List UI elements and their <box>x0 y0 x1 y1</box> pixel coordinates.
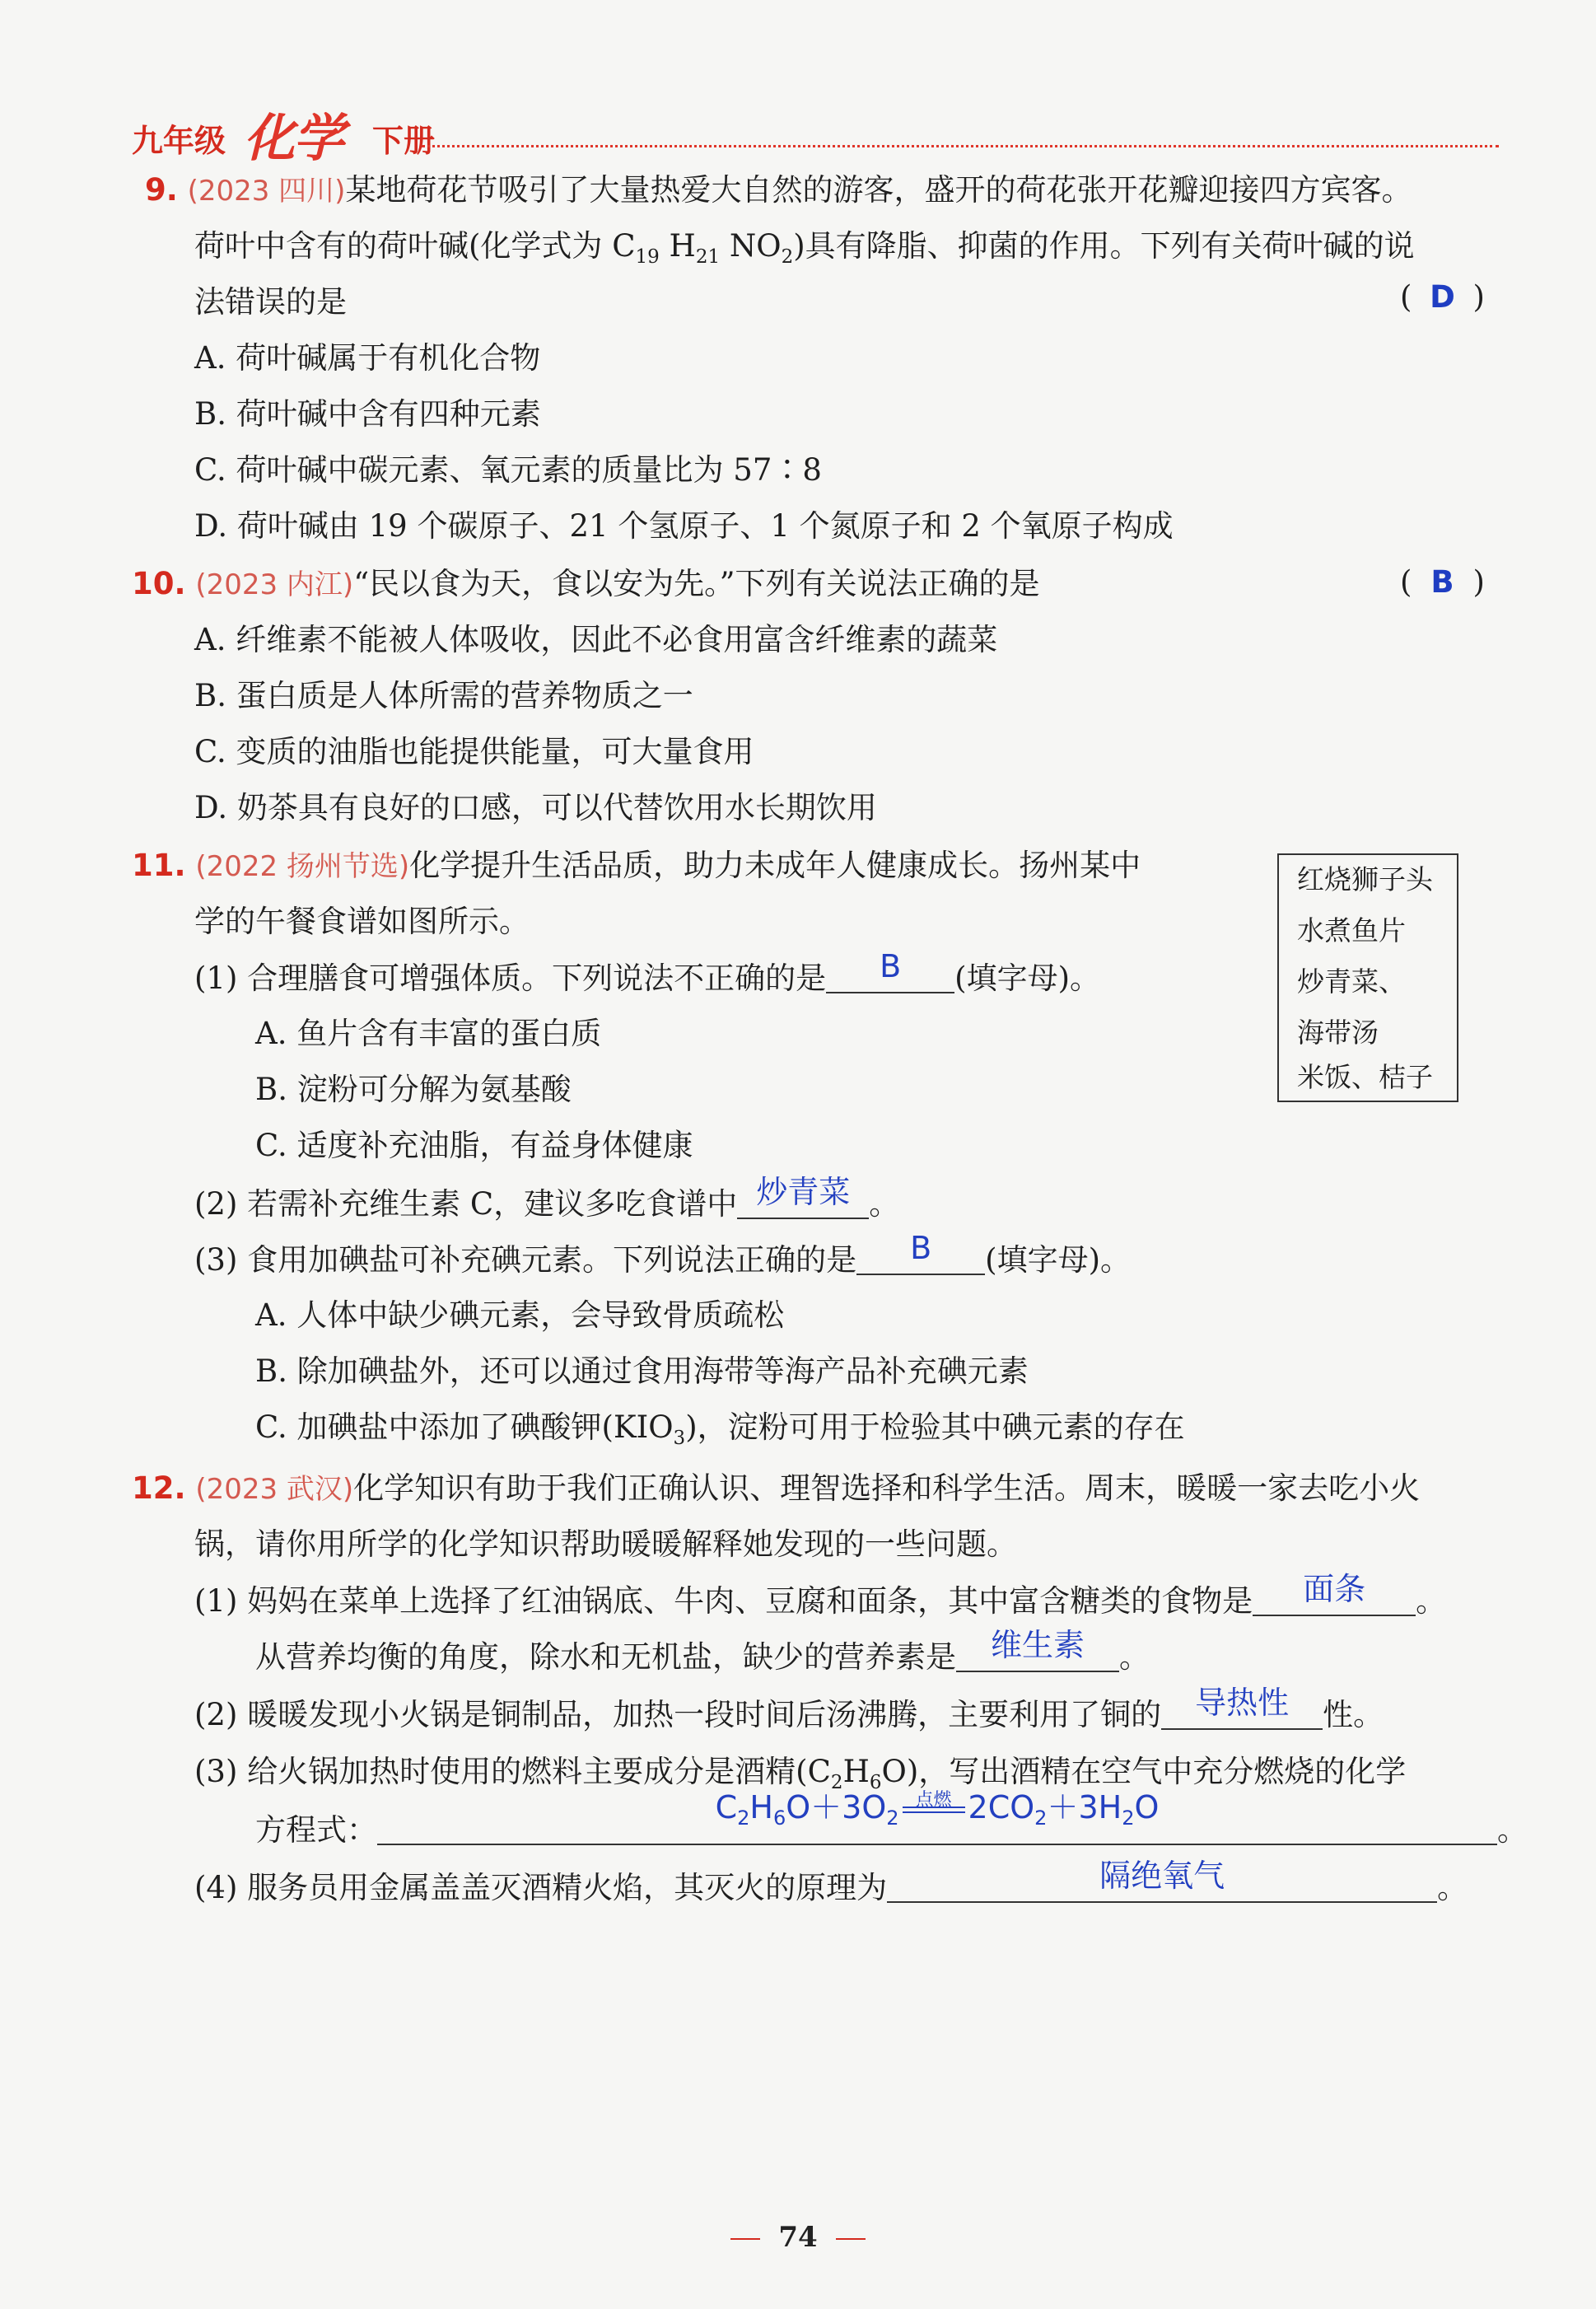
page-number: 74 <box>778 2221 818 2254</box>
q9-option-b: B. 荷叶碱中含有四种元素 <box>194 396 541 432</box>
q11-p3-c-text2: )，淀粉可用于检验其中碘元素的存在 <box>685 1409 1185 1445</box>
q12-stem-1: 化学知识有助于我们正确认识、理智选择和科学生活。周末，暖暖一家去吃小火 <box>353 1470 1421 1506</box>
q12-p4-blank <box>887 1858 1437 1903</box>
q12-number: 12. <box>132 1470 186 1506</box>
eq-sub: 2 <box>737 1807 750 1830</box>
q12-p1b-suffix: 。 <box>1119 1639 1150 1675</box>
q11-line2: 学的午餐食谱如图所示。 <box>194 904 530 939</box>
q9-line1 <box>145 170 1412 212</box>
q10-option-b: B. 蛋白质是人体所需的营养物质之一 <box>194 678 693 713</box>
q10-source: (2023 内江) <box>195 568 354 601</box>
q10-line1 <box>132 563 1040 605</box>
q12-p1b-blank <box>956 1627 1119 1672</box>
equals-bar <box>903 1807 965 1808</box>
q12-p3-label: 方程式： <box>255 1812 377 1848</box>
q9-stem-2a: 荷叶中含有的荷叶碱(化学式为 C <box>194 228 636 264</box>
footer-dash <box>836 2238 866 2240</box>
q11-stem-1: 化学提升生活品质，助力未成年人健康成长。扬州某中 <box>409 848 1141 883</box>
q12-p1b-text: 从营养均衡的角度，除水和无机盐，缺少的营养素是 <box>255 1639 956 1675</box>
q9-sub-c: 19 <box>635 246 660 268</box>
q9-option-a: A. 荷叶碱属于有机化合物 <box>194 340 541 376</box>
q9-option-d: D. 荷叶碱由 19 个碳原子、21 个氢原子、1 个氮原子和 2 个氧原子构成 <box>194 508 1174 544</box>
q10-option-d: D. 奶茶具有良好的口感，可以代替饮用水长期饮用 <box>194 790 877 825</box>
eq-sub: 2 <box>1034 1807 1048 1830</box>
eq-term: O <box>1134 1789 1160 1825</box>
q9-stem-1: 某地荷花节吸引了大量热爱大自然的游客，盛开的荷花张开花瓣迎接四方宾客。 <box>345 172 1412 208</box>
q9-number: 9. <box>145 172 178 208</box>
q12-p3-text-c: O)，写出酒精在空气中充分燃烧的化学 <box>881 1754 1407 1789</box>
eq-term: 2CO <box>968 1789 1035 1825</box>
q11-source: (2022 扬州节选) <box>195 850 410 883</box>
q9-stem-2c: NO <box>720 228 782 264</box>
q11-p2-answer: 炒青菜 <box>756 1174 851 1210</box>
q12-p1a-blank <box>1253 1571 1416 1616</box>
q11-p2-text: (2) 若需补充维生素 C，建议多吃食谱中 <box>194 1186 738 1222</box>
q12-p2-suffix: 性。 <box>1323 1697 1384 1732</box>
q11-line1 <box>132 845 1141 887</box>
q11-number: 11. <box>132 848 186 883</box>
q12-part1b <box>255 1627 1150 1678</box>
q11-p1-blank <box>826 948 954 993</box>
q11-p3-option-a: A. 人体中缺少碘元素，会导致骨质疏松 <box>255 1297 785 1333</box>
equals-bar <box>903 1811 965 1813</box>
eq-sub: 2 <box>886 1807 899 1830</box>
q11-p2-blank <box>737 1174 869 1219</box>
menu-item: 海带汤 <box>1297 1017 1379 1049</box>
q12-p3-suffix: 。 <box>1497 1812 1528 1848</box>
q12-p1a-answer: 面条 <box>1303 1571 1366 1607</box>
menu-item: 炒青菜、 <box>1297 965 1406 998</box>
lunch-menu-box <box>1277 853 1458 1102</box>
header-rule <box>422 145 1499 147</box>
q12-part2 <box>194 1685 1384 1736</box>
eq-term: ＋3H <box>1047 1789 1122 1825</box>
header-volume: 下册 <box>372 123 436 159</box>
q12-p4-answer: 隔绝氧气 <box>1099 1858 1225 1894</box>
q9-sub-o: 2 <box>781 246 794 268</box>
q12-p2-answer: 导热性 <box>1195 1685 1290 1721</box>
q9-answer-bracket: ( D ) <box>1400 277 1485 318</box>
reaction-condition <box>899 1789 968 1826</box>
header-subject: 化学 <box>244 108 343 168</box>
q9-sub-h: 21 <box>695 246 721 268</box>
q11-p1-option-c: C. 适度补充油脂，有益身体健康 <box>255 1128 693 1163</box>
condition-label: 点燃 <box>915 1789 952 1811</box>
q11-p1-option-a: A. 鱼片含有丰富的蛋白质 <box>255 1016 602 1051</box>
q9-source: (2023 四川) <box>187 175 346 208</box>
q12-p1a-text: (1) 妈妈在菜单上选择了红油锅底、牛肉、豆腐和面条，其中富含糖类的食物是 <box>194 1583 1253 1619</box>
q10-answer: B <box>1430 564 1454 600</box>
q11-p3-text: (3) 食用加碘盐可补充碘元素。下列说法正确的是 <box>194 1242 857 1278</box>
menu-item: 米饭、桔子 <box>1297 1061 1433 1093</box>
header-grade: 九年级 <box>132 123 226 159</box>
eq-term: H <box>749 1789 773 1825</box>
q12-part1a <box>194 1571 1447 1622</box>
q11-p3-blank <box>856 1230 985 1275</box>
q11-p1-text: (1) 合理膳食可增强体质。下列说法不正确的是 <box>194 961 827 996</box>
q12-part4 <box>194 1858 1468 1909</box>
q12-part3-line2 <box>255 1789 1528 1851</box>
combustion-equation <box>377 1787 1497 1839</box>
q10-stem: “民以食为天，食以安为先。”下列有关说法正确的是 <box>353 566 1040 601</box>
q11-p2-suffix: 。 <box>869 1186 900 1222</box>
footer-dash <box>730 2238 760 2240</box>
q11-p1-option-b: B. 淀粉可分解为氨基酸 <box>255 1072 572 1107</box>
q12-p4-text: (4) 服务员用金属盖盖灭酒精火焰，其灭火的原理为 <box>194 1870 888 1905</box>
q11-p3-c-sub: 3 <box>673 1428 686 1449</box>
q11-part1 <box>194 948 1101 999</box>
q11-p3-suffix: (填字母)。 <box>985 1242 1132 1278</box>
eq-term: C <box>715 1789 738 1825</box>
q11-p3-c-text: C. 加碘盐中添加了碘酸钾(KIO <box>255 1409 674 1445</box>
q12-p1a-suffix: 。 <box>1416 1583 1447 1619</box>
q11-part2 <box>194 1174 900 1225</box>
q12-p1b-answer: 维生素 <box>990 1627 1085 1663</box>
q12-p2-text: (2) 暖暖发现小火锅是铜制品，加热一段时间后汤沸腾，主要利用了铜的 <box>194 1697 1162 1732</box>
q12-p3-text-b: H <box>842 1754 870 1789</box>
q11-p1-suffix: (填字母)。 <box>954 961 1101 996</box>
q12-p4-suffix: 。 <box>1437 1870 1468 1905</box>
q12-p3-sub2: 6 <box>869 1772 882 1793</box>
menu-item: 水煮鱼片 <box>1297 914 1406 947</box>
q12-p2-blank <box>1161 1685 1323 1730</box>
q9-option-c: C. 荷叶碱中碳元素、氧元素的质量比为 57∶8 <box>194 452 822 488</box>
page-footer <box>0 2221 1596 2254</box>
page-header <box>132 97 1499 168</box>
q9-line3: 法错误的是 <box>194 284 347 320</box>
menu-item: 红烧狮子头 <box>1297 863 1433 895</box>
q11-p3-option-c <box>255 1407 1185 1459</box>
q10-answer-bracket: ( B ) <box>1400 562 1485 603</box>
q9-stem-2b: H <box>659 228 696 264</box>
q12-line2: 锅，请你用所学的化学知识帮助暖暖解释她发现的一些问题。 <box>194 1526 1017 1562</box>
eq-term: O＋3O <box>786 1789 887 1825</box>
q12-p3-sub1: 2 <box>830 1772 843 1793</box>
q9-line2 <box>194 226 1415 278</box>
q11-p3-answer: B <box>910 1230 932 1266</box>
q9-answer: D <box>1430 279 1455 315</box>
eq-sub: 6 <box>772 1807 786 1830</box>
q12-source: (2023 武汉) <box>195 1473 354 1506</box>
eq-sub: 2 <box>1122 1807 1135 1830</box>
q11-p1-answer: B <box>880 948 902 984</box>
q12-line1 <box>132 1468 1420 1510</box>
q10-option-c: C. 变质的油脂也能提供能量，可大量食用 <box>194 734 754 769</box>
q11-p3-option-b: B. 除加碘盐外，还可以通过食用海带等海产品补充碘元素 <box>255 1353 1029 1389</box>
q12-p3-blank <box>377 1789 1497 1845</box>
q10-number: 10. <box>132 566 186 601</box>
q10-option-a: A. 纤维素不能被人体吸收，因此不必食用富含纤维素的蔬菜 <box>194 622 998 657</box>
q9-stem-2d: )具有降脂、抑菌的作用。下列有关荷叶碱的说 <box>793 228 1415 264</box>
q12-p3-text-a: (3) 给火锅加热时使用的燃料主要成分是酒精(C <box>194 1754 831 1789</box>
q11-part3 <box>194 1230 1132 1281</box>
